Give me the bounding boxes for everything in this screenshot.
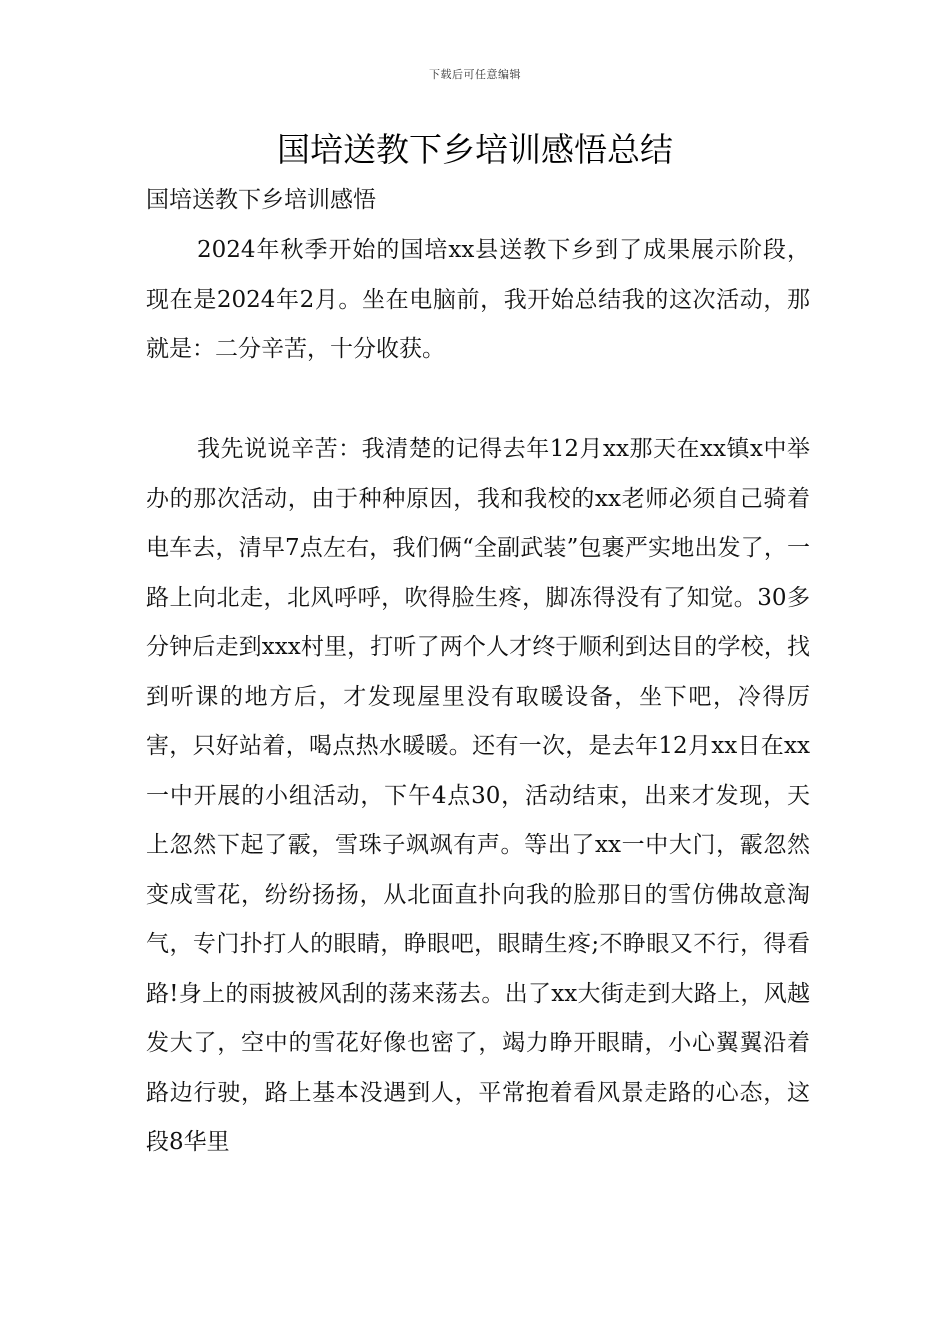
document-subtitle: 国培送教下乡培训感悟 [146, 187, 376, 213]
paragraph-2: 我先说说辛苦：我清楚的记得去年12月xx那天在xx镇x中举办的那次活动，由于种种原因，我和我校的xx老师必须自己骑着电车去，清早7点左右，我们俩“全副武装”包裹严实地出发了，一路上向北走，北风呼呼，吹得脸生疼，脚冻得没有了知觉。30多分钟后走到xxx村里，打听了两个人才终于顺利到达目的学校，找到听课的地方后，才发现屋里没有取暖设备，坐下吧，冷得厉害，只好站着，喝点热水暖暖。还有一次，是去年12月xx日在xx一中开展的小组活动，下午4点30，活动结束，出来才发现，天上忽然下起了霰，雪珠子飒飒有声。等出了xx一中大门，霰忽然变成雪花，纷纷扬扬，从北面直扑向我的脸那日的雪仿佛故意淘气，专门扑打人的眼睛，睁眼吧，眼睛生疼;不睁眼又不行，得看路!身上的雨披被风刮的荡来荡去。出了xx大街走到大路上，风越发大了，空中的雪花好像也密了，竭力睁开眼睛，小心翼翼沿着路边行驶，路上基本没遇到人，平常抱着看风景走路的心态，这段8华里 [146, 436, 810, 1155]
header-note: 下载后可任意编辑 [429, 68, 521, 81]
document-title: 国培送教下乡培训感悟总结 [277, 130, 673, 169]
paragraph-1: 2024年秋季开始的国培xx县送教下乡到了成果展示阶段，现在是2024年2月。坐在电脑前，我开始总结我的这次活动，那就是：二分辛苦，十分收获。 [146, 237, 810, 362]
